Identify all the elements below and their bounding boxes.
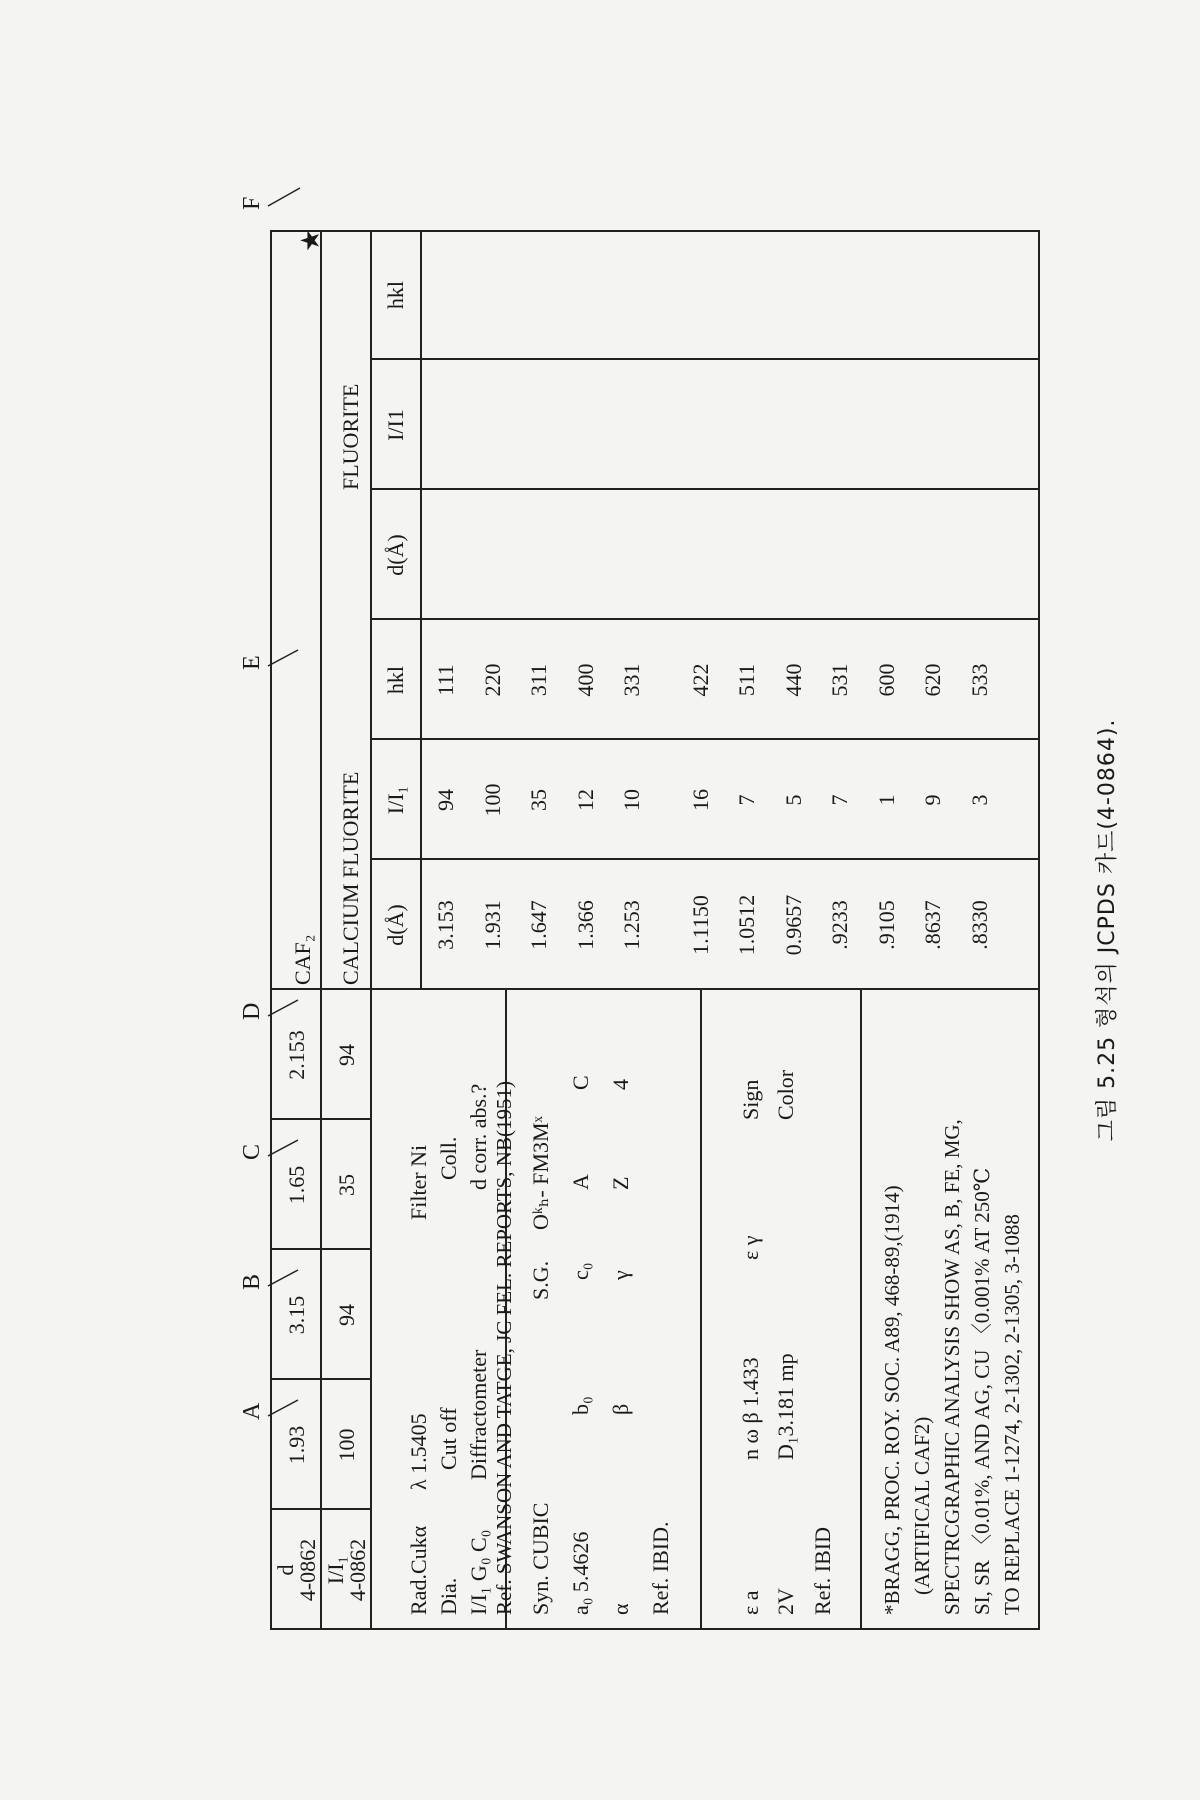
table-header-d-2: d(Å) <box>383 534 408 576</box>
sign-label: Sign <box>738 1079 763 1120</box>
hkl-cell: 511 <box>734 663 759 697</box>
hkl-cell: 620 <box>920 663 945 697</box>
top-d-3: 1.65 <box>284 1165 309 1205</box>
header-d-ref: 4-0862 <box>295 1538 320 1602</box>
intensity-cell: 100 <box>479 783 505 817</box>
marker-D: D <box>239 1002 265 1020</box>
A-label: A <box>568 1174 593 1190</box>
hkl-cell: 531 <box>827 663 852 697</box>
hkl-cell: 400 <box>572 663 598 697</box>
epsilon-a: ε a <box>738 1590 763 1615</box>
d-corr: d corr. abs.? <box>466 1083 491 1190</box>
b0-label: b₀ <box>568 1396 593 1415</box>
d-spacing-cell: .8330 <box>966 900 992 950</box>
intensity-cell: 35 <box>526 789 551 811</box>
d-spacing-cell: .8637 <box>920 900 945 950</box>
hkl-cell: 533 <box>966 663 992 697</box>
c0-label: c₀ <box>568 1262 593 1280</box>
marker-E: E <box>239 655 265 670</box>
top-d-4: 2.153 <box>284 1030 309 1080</box>
diffractometer: Diffractometer <box>466 1349 491 1480</box>
table-header-d: d(Å) <box>383 904 408 946</box>
d-spacing-cell: 3.153 <box>433 900 458 950</box>
space-group-label: S.G. <box>528 1260 553 1300</box>
mineral-name: FLUORITE <box>338 383 363 490</box>
top-d-2: 3.15 <box>284 1295 309 1335</box>
beta-label: β <box>608 1403 633 1415</box>
intensity-cell: 7 <box>734 794 759 806</box>
note-5: TO REPLACE 1-1274, 2-1302, 2-1305, 3-1088 <box>1000 1214 1024 1615</box>
d-spacing-cell: .9233 <box>827 900 852 950</box>
a0-value: a₀ 5.4626 <box>568 1531 593 1615</box>
intensity-cell: 7 <box>827 794 852 806</box>
intensity-method: I/I₁ G₀ C₀ <box>466 1529 491 1615</box>
top-i-1: 100 <box>334 1428 359 1462</box>
top-d-1: 1.93 <box>284 1425 309 1465</box>
intensity-cell: 9 <box>920 794 945 806</box>
table-header-i-2: I/I1 <box>383 409 408 441</box>
refractive-index: n ω β 1.433 <box>738 1357 763 1460</box>
formula: CAF₂ <box>290 934 315 985</box>
marker-C: C <box>239 1143 265 1160</box>
star-icon: ★ <box>296 228 326 252</box>
color-label: Color <box>773 1069 798 1120</box>
intensity-cell: 10 <box>619 789 644 811</box>
marker-A: A <box>239 1402 265 1420</box>
header-i-ref: 4-0862 <box>345 1538 370 1602</box>
rad-label: Rad.Cukα <box>406 1525 431 1615</box>
alpha-label: α <box>608 1603 633 1615</box>
reference-3: Ref. IBID <box>810 1527 835 1615</box>
intensity-cell: 94 <box>433 789 458 811</box>
top-i-3: 35 <box>334 1174 359 1196</box>
d-spacing-cell: 1.253 <box>619 900 644 950</box>
table-header-hkl-2: hkl <box>383 280 408 310</box>
two-v-label: 2V <box>773 1588 798 1615</box>
header-i-label: I/I₁ <box>323 1555 348 1585</box>
compound-name: CALCIUM FLUORITE <box>338 771 363 985</box>
reference-2: Ref. IBID. <box>648 1521 673 1615</box>
top-i-4: 94 <box>334 1044 359 1066</box>
Z-label: Z <box>608 1176 633 1190</box>
filter: Filter Ni <box>406 1144 431 1220</box>
figure-caption: 그림 5.25 형석의 JCPDS 카드(4-0864). <box>1095 718 1120 1142</box>
d-spacing-cell: 0.9657 <box>780 894 806 956</box>
hkl-cell: 220 <box>479 663 505 697</box>
hkl-cell: 311 <box>526 663 551 697</box>
density: D₁3.181 mp <box>773 1353 798 1460</box>
intensity-cell: 16 <box>687 789 713 811</box>
note-3: SPECTRCGRAPHIC ANALYSIS SHOW AS, B, FE, MG, <box>940 1119 964 1615</box>
d-spacing-cell: 1.366 <box>572 900 598 950</box>
table-header-hkl: hkl <box>383 665 408 695</box>
header-d-label: d <box>273 1564 298 1576</box>
d-spacing-cell: .9105 <box>873 900 899 950</box>
hkl-cell: 440 <box>780 663 806 697</box>
syn-label: Syn. CUBIC <box>528 1502 553 1615</box>
coll-label: Coll. <box>436 1136 461 1180</box>
cutoff-label: Cut off <box>436 1407 461 1470</box>
intensity-cell: 3 <box>966 794 992 806</box>
note-4: SI, SR 〈0.01%, AND AG, CU 〈0.001% AT 250℃ <box>970 1167 994 1615</box>
reference-1: Ref. SWANSON AND TATGE, JC FEL. REPORTS, NB(1951) <box>492 1081 516 1615</box>
wavelength: λ 1.5405 <box>406 1413 431 1490</box>
dia-label: Dia. <box>436 1577 461 1615</box>
Z-value: 4 <box>608 1079 633 1090</box>
d-spacing-cell: 1.647 <box>526 900 551 950</box>
space-group-value: Oᵏₕ- FM3Mˣ <box>528 1116 553 1230</box>
hkl-cell: 422 <box>687 663 713 697</box>
note-1: *BRAGG, PROC. ROY. SOC. A89, 468-89,(1914) <box>880 1185 904 1615</box>
d-spacing-cell: 1.1150 <box>687 895 713 955</box>
table-header-i: I/I₁ <box>383 785 408 815</box>
hkl-cell: 600 <box>873 663 899 697</box>
d-spacing-cell: 1.0512 <box>734 894 759 956</box>
top-i-2: 94 <box>334 1304 359 1326</box>
note-2: (ARTIFICAL CAF2) <box>910 1416 934 1595</box>
intensity-cell: 12 <box>572 789 598 811</box>
hkl-cell: 111 <box>433 664 458 696</box>
gamma-label: γ <box>608 1270 633 1280</box>
intensity-cell: 5 <box>780 794 806 806</box>
marker-F: F <box>239 196 265 210</box>
hkl-cell: 331 <box>619 663 644 697</box>
marker-B: B <box>239 1273 265 1290</box>
intensity-cell: 1 <box>873 794 899 806</box>
epsilon-gamma: ε γ <box>738 1235 763 1260</box>
C-label: C <box>568 1075 593 1090</box>
d-spacing-cell: 1.931 <box>479 900 505 950</box>
